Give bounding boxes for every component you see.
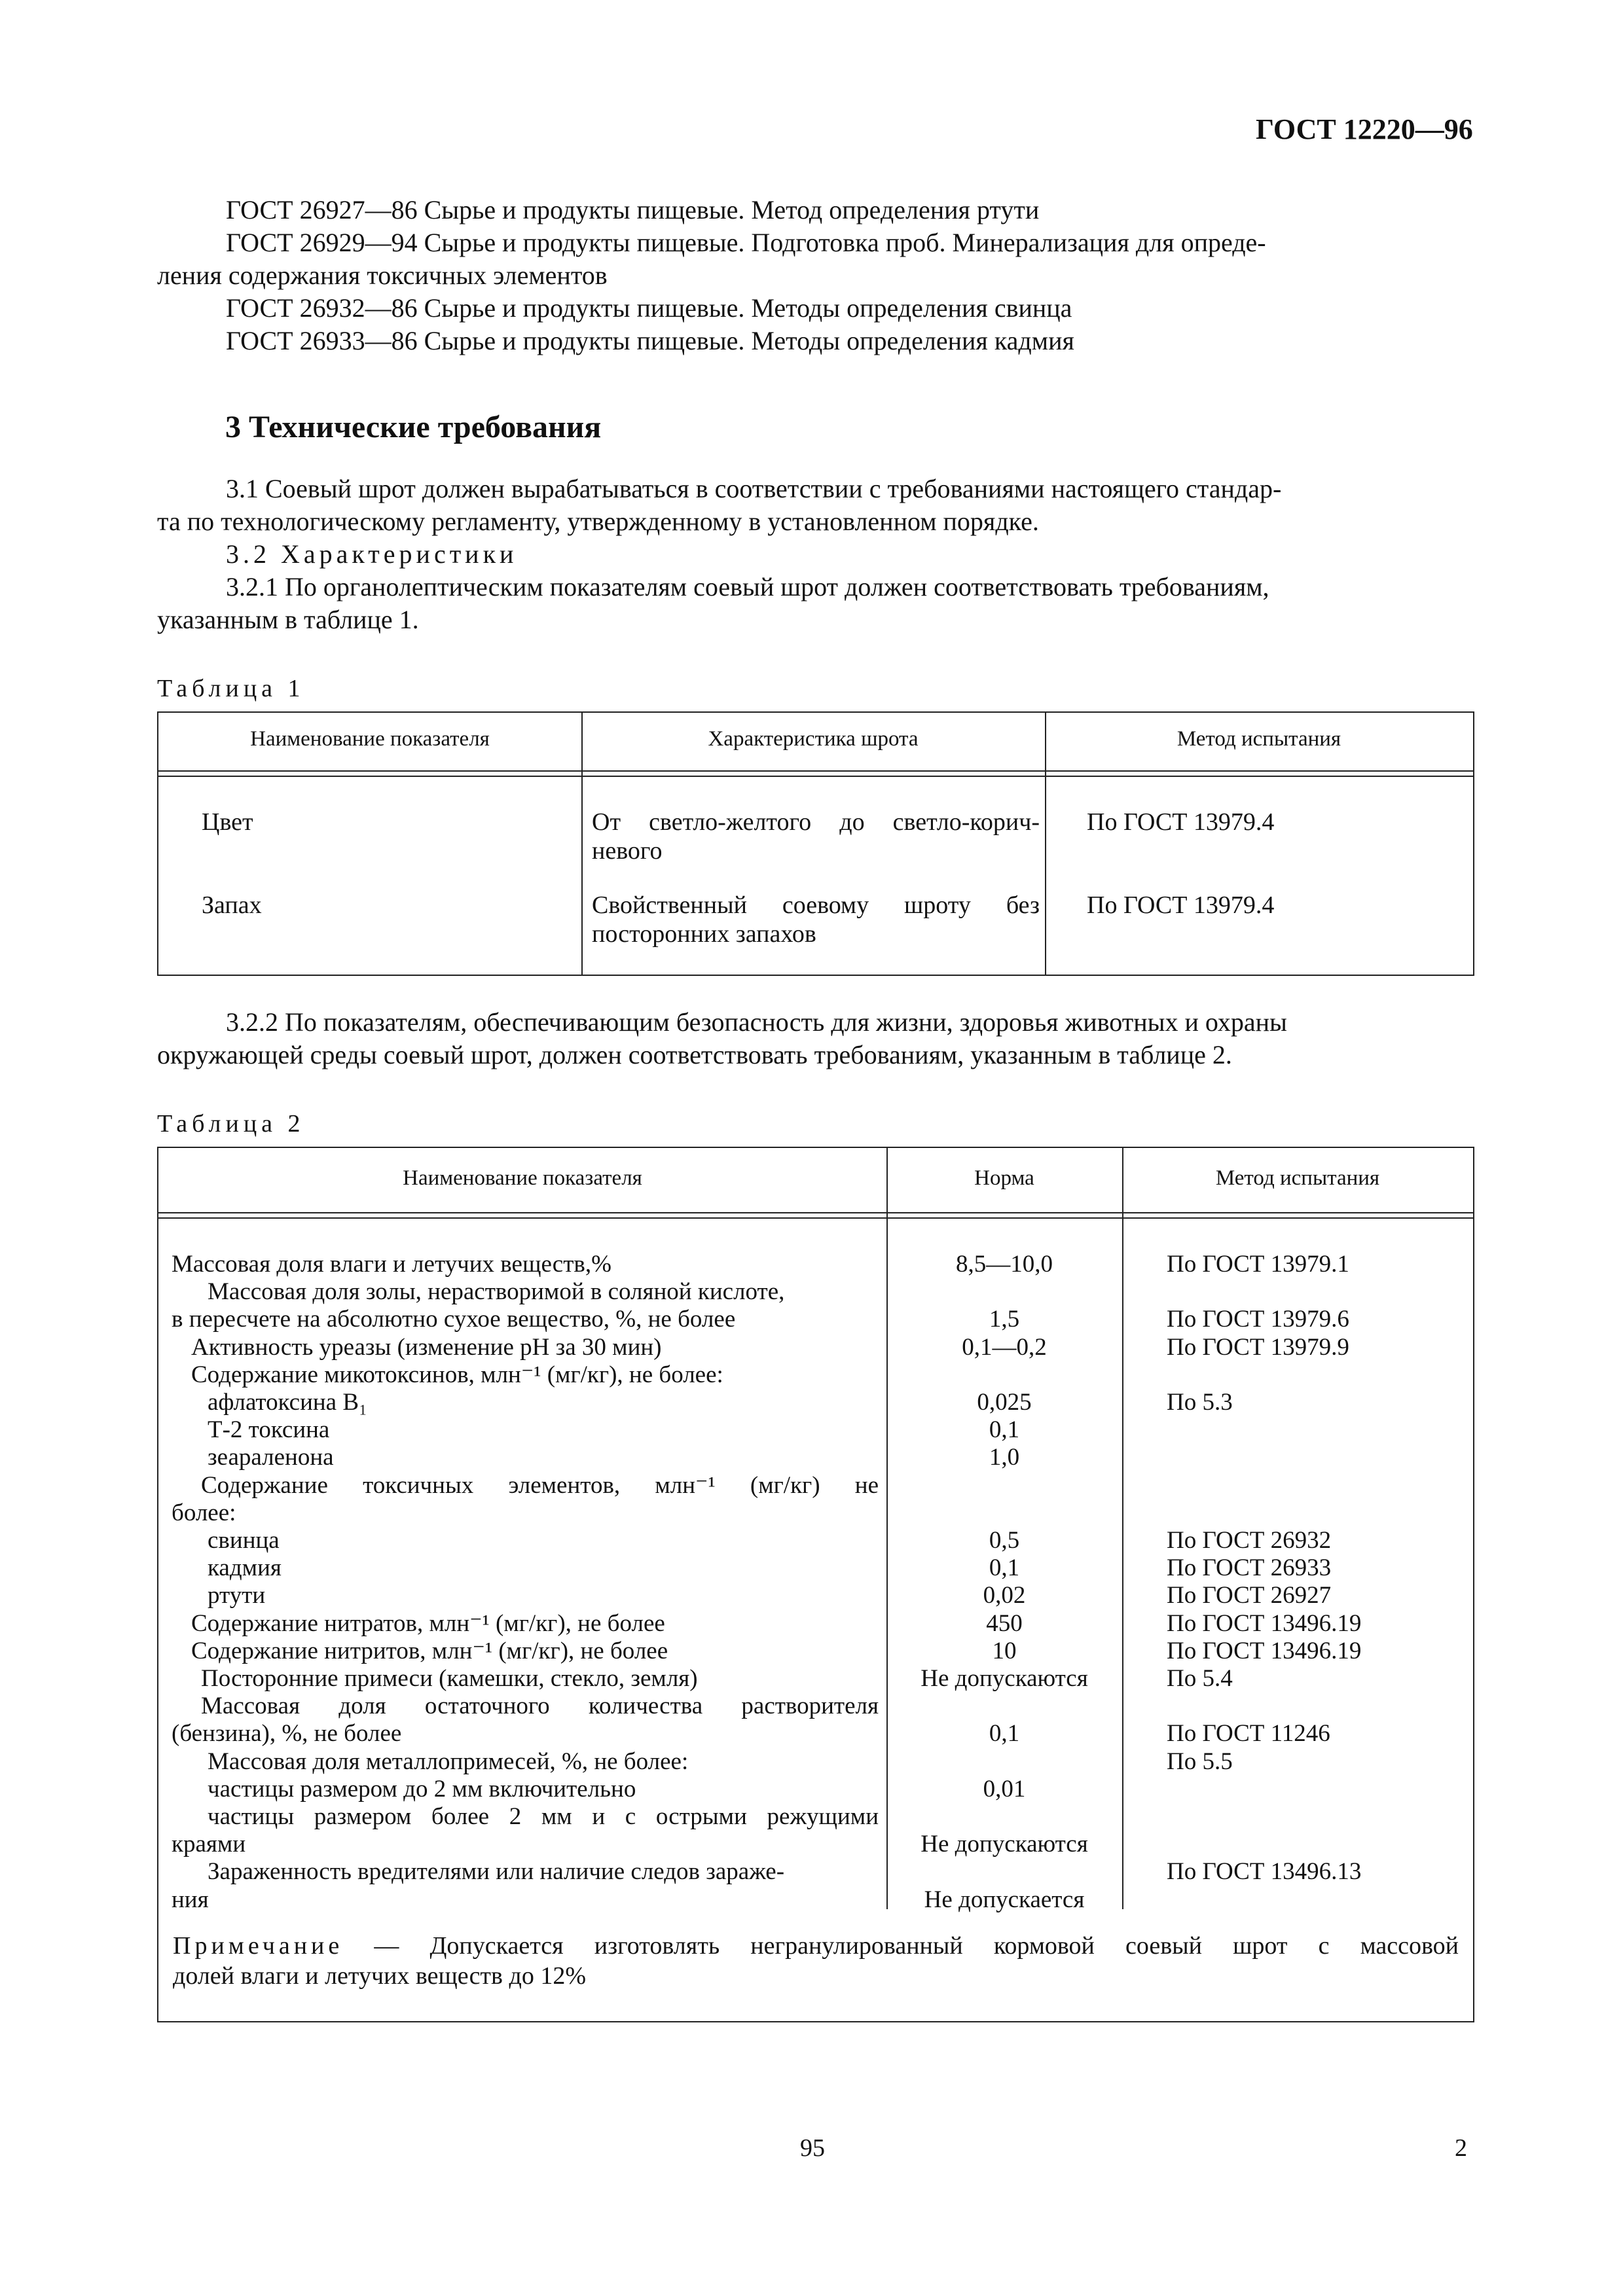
- table2-row-name: афлатоксина B₁: [208, 1389, 367, 1416]
- table2-row-name: Т-2 токсина: [208, 1416, 330, 1444]
- reference-list: [157, 194, 1473, 357]
- table2-row-norm: 0,1—0,2: [962, 1333, 1047, 1361]
- paragraph-3-2-2-line2: окружающей среды соевый шрот, должен соответствовать требованиям, указанным в таблице 2.: [157, 1040, 1232, 1069]
- paragraph-3-1-line2: та по технологическому регламенту, утвержденному в установленном порядке.: [157, 507, 1039, 536]
- table2-row-name: Зараженность вредителями или наличие следов зараже-: [208, 1858, 785, 1886]
- table2-row-name: Содержание нитратов, млн⁻¹ (мг/кг), не более: [191, 1609, 665, 1637]
- table1-cell-characteristic: От светло-желтого до светло-корич- невого: [592, 808, 1040, 865]
- table2-row-method: По ГОСТ 13979.6: [1167, 1306, 1349, 1333]
- table2-row-norm: 0,1: [989, 1416, 1020, 1444]
- table2-row-name: ртути: [208, 1582, 266, 1609]
- paragraph-3-2: 3.2 Характеристики: [226, 539, 518, 569]
- table2-row-method: По ГОСТ 13496.19: [1167, 1609, 1362, 1637]
- reference-item-continuation: ления содержания токсичных элементов: [157, 260, 608, 290]
- table2-row-norm: 1,5: [989, 1306, 1020, 1333]
- table2-row-name: (бензина), %, не более: [172, 1720, 402, 1748]
- table2-row-norm: 0,02: [983, 1582, 1026, 1609]
- page-number-right: 2: [1455, 2134, 1467, 2162]
- table2-row-name: зеараленона: [208, 1444, 334, 1471]
- table2-row-name: в пересчете на абсолютно сухое вещество, %, не более: [172, 1306, 736, 1333]
- reference-item: ГОСТ 26927—86 Сырье и продукты пищевые. Метод определения ртути: [226, 195, 1040, 224]
- table2: [157, 1147, 1474, 2022]
- table2-header-norm: Норма: [974, 1166, 1034, 1190]
- note-text-line1: — Допускается изготовлять негранулированный кормовой соевый шрот с массовой: [343, 1932, 1459, 1960]
- table2-row-name: кадмия: [208, 1554, 282, 1582]
- table1-cell-characteristic: Свойственный соевому шроту без посторонних запахов: [592, 891, 1040, 948]
- table2-note: [173, 1931, 1459, 1991]
- table2-row-method: По ГОСТ 13496.19: [1167, 1637, 1362, 1664]
- paragraph-3-2-2: [157, 1006, 1473, 1071]
- table2-header-divider: [158, 1212, 1473, 1213]
- table2-row-method: По ГОСТ 13979.9: [1167, 1333, 1349, 1361]
- paragraph-3-2-1-line2: указанным в таблице 1.: [157, 605, 419, 634]
- reference-item: ГОСТ 26932—86 Сырье и продукты пищевые. Методы определения свинца: [226, 293, 1072, 323]
- reference-item: ГОСТ 26933—86 Сырье и продукты пищевые. Методы определения кадмия: [226, 326, 1074, 355]
- table2-row-norm: 8,5—10,0: [956, 1251, 1053, 1278]
- table2-row-norm: Не допускаются: [921, 1665, 1088, 1692]
- paragraph-block: [157, 473, 1473, 636]
- table1-cell-method: По ГОСТ 13979.4: [1087, 891, 1275, 919]
- table1-header-name: Наименование показателя: [250, 727, 490, 751]
- table1-header-characteristic: Характеристика шрота: [708, 727, 919, 751]
- table2-row-norm: 10: [992, 1637, 1017, 1664]
- table1-header-divider: [158, 770, 1473, 772]
- table2-row-norm: Не допускаются: [921, 1831, 1088, 1858]
- note-text-line2: долей влаги и летучих веществ до 12%: [173, 1962, 586, 1990]
- table2-row-name: Массовая доля металлопримесей, %, не более:: [208, 1748, 689, 1775]
- table2-row-method: По ГОСТ 13496.13: [1167, 1858, 1362, 1886]
- table1-header-method: Метод испытания: [1176, 727, 1341, 751]
- table2-row-name: Посторонние примеси (камешки, стекло, земля): [201, 1665, 698, 1692]
- table2-row-norm: 0,5: [989, 1527, 1020, 1554]
- table2-caption: Таблица 2: [157, 1110, 305, 1138]
- table2-header-divider: [158, 1217, 1473, 1219]
- paragraph-3-2-2-line1: 3.2.2 По показателям, обеспечивающим безопасность для жизни, здоровья животных и охраны: [226, 1007, 1287, 1037]
- table2-row-method: По 5.4: [1167, 1665, 1233, 1692]
- table2-row-name: частицы размером до 2 мм включительно: [208, 1775, 636, 1803]
- table2-row-name: Активность уреазы (изменение pH за 30 мин): [191, 1333, 662, 1361]
- table2-row-method: По ГОСТ 11246: [1167, 1720, 1330, 1748]
- table1-column-divider: [581, 713, 583, 975]
- paragraph-3-1-line1: 3.1 Соевый шрот должен вырабатываться в соответствии с требованиями настоящего стандар-: [226, 474, 1282, 503]
- table2-header-name: Наименование показателя: [403, 1166, 642, 1190]
- table1-cell-method: По ГОСТ 13979.4: [1087, 808, 1275, 836]
- table2-row-method: По 5.5: [1167, 1748, 1233, 1775]
- note-label: Примечание: [173, 1932, 344, 1960]
- table2-row-norm: 0,01: [983, 1775, 1026, 1803]
- table2-header-method: Метод испытания: [1215, 1166, 1380, 1190]
- document-code: ГОСТ 12220—96: [1256, 113, 1473, 145]
- table2-row-method: По ГОСТ 26933: [1167, 1554, 1332, 1582]
- table1-caption: Таблица 1: [157, 675, 305, 702]
- table2-row-name: более:: [172, 1499, 236, 1526]
- table2-row-name: Содержание токсичных элементов, млн⁻¹ (мг/кг) не: [201, 1471, 879, 1499]
- table2-row-name: ния: [172, 1886, 209, 1913]
- table1: [157, 711, 1474, 976]
- section-title: 3 Технические требования: [225, 410, 602, 444]
- table2-row-name: Массовая доля золы, нерастворимой в соляной кислоте,: [208, 1278, 785, 1306]
- page-number-center: 95: [800, 2134, 825, 2162]
- table2-row-norm: 0,025: [977, 1389, 1032, 1416]
- table1-cell-name: Запах: [202, 891, 262, 919]
- reference-item: ГОСТ 26929—94 Сырье и продукты пищевые. Подготовка проб. Минерализация для опреде-: [226, 228, 1266, 257]
- paragraph-3-2-1-line1: 3.2.1 По органолептическим показателям соевый шрот должен соответствовать требованиям,: [226, 572, 1269, 601]
- table2-row-method: По ГОСТ 26927: [1167, 1582, 1332, 1609]
- table2-row-method: По 5.3: [1167, 1389, 1233, 1416]
- table2-row-norm: 1,0: [989, 1444, 1020, 1471]
- table1-cell-name: Цвет: [202, 808, 253, 836]
- table2-row-method: По ГОСТ 26932: [1167, 1527, 1332, 1554]
- table2-row-name: Содержание нитритов, млн⁻¹ (мг/кг), не более: [191, 1637, 668, 1664]
- table2-row-name: Массовая доля влаги и летучих веществ,%: [172, 1251, 611, 1278]
- table2-row-name: Массовая доля остаточного количества растворителя: [201, 1693, 879, 1720]
- table2-row-norm: 450: [986, 1609, 1023, 1637]
- table2-row-method: По ГОСТ 13979.1: [1167, 1251, 1349, 1278]
- table2-row-name: Содержание микотоксинов, млн⁻¹ (мг/кг), не более:: [191, 1361, 723, 1388]
- table2-row-norm: 0,1: [989, 1554, 1020, 1582]
- table2-row-name: краями: [172, 1831, 246, 1858]
- table2-row-norm: 0,1: [989, 1720, 1020, 1748]
- table2-row-name: частицы размером более 2 мм и с острыми режущими: [208, 1803, 879, 1830]
- table2-row-norm: Не допускается: [924, 1886, 1085, 1913]
- table1-column-divider: [1045, 713, 1046, 975]
- table1-header-divider: [158, 776, 1473, 777]
- table2-row-name: свинца: [208, 1527, 280, 1554]
- table2-column-divider: [1122, 1148, 1123, 1909]
